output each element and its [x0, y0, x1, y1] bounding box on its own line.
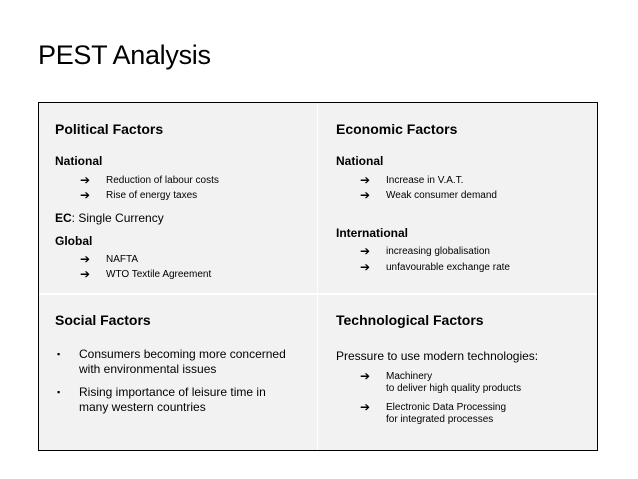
bullet-icon: ▪ [57, 349, 61, 359]
economic-national-label: National [336, 154, 384, 168]
political-global-label: Global [55, 234, 93, 248]
arrow-icon: ➔ [80, 267, 91, 281]
arrow-icon: ➔ [360, 244, 371, 258]
arrow-icon: ➔ [360, 188, 371, 202]
technological-intro: Pressure to use modern technologies: [336, 349, 539, 363]
list-item: ➔ NAFTA [80, 252, 139, 266]
list-item: ➔ Increase in V.A.T. [360, 173, 464, 187]
arrow-icon: ➔ [80, 188, 91, 202]
list-item: ▪ Consumers becoming more concerned with environmental issues [57, 347, 286, 376]
pest-grid [38, 102, 598, 451]
ec-text: : Single Currency [71, 211, 164, 225]
list-item: ▪ Rising importance of leisure time in many western countries [57, 385, 266, 414]
list-item: ➔ WTO Textile Agreement [80, 267, 212, 281]
arrow-icon: ➔ [360, 400, 371, 414]
arrow-icon: ➔ [360, 369, 371, 383]
technological-heading: Technological Factors [336, 312, 484, 328]
list-item: ➔ Machinery to deliver high quality products [360, 369, 522, 394]
arrow-icon: ➔ [360, 260, 371, 274]
economic-factors-panel [318, 103, 597, 295]
arrow-icon: ➔ [360, 173, 371, 187]
political-factors-panel [39, 103, 318, 295]
arrow-icon: ➔ [80, 252, 91, 266]
political-heading: Political Factors [55, 121, 164, 137]
list-item: ➔ Electronic Data Processing for integrated processes [360, 400, 507, 425]
economic-heading: Economic Factors [336, 121, 458, 137]
list-item: ➔ Weak consumer demand [360, 188, 497, 202]
economic-international-label: International [336, 226, 409, 240]
ec-label: EC [55, 211, 72, 225]
social-heading: Social Factors [55, 312, 151, 328]
political-ec-line [55, 211, 164, 225]
list-item: ➔ increasing globalisation [360, 244, 490, 258]
technological-factors-panel [318, 295, 597, 450]
political-national-label: National [55, 154, 103, 168]
social-factors-panel [39, 295, 318, 450]
list-item: ➔ Rise of energy taxes [80, 188, 198, 202]
list-item: ➔ Reduction of labour costs [80, 173, 219, 187]
page-title: PEST Analysis [38, 40, 211, 70]
arrow-icon: ➔ [80, 173, 91, 187]
bullet-icon: ▪ [57, 387, 61, 397]
list-item: ➔ unfavourable exchange rate [360, 260, 510, 274]
